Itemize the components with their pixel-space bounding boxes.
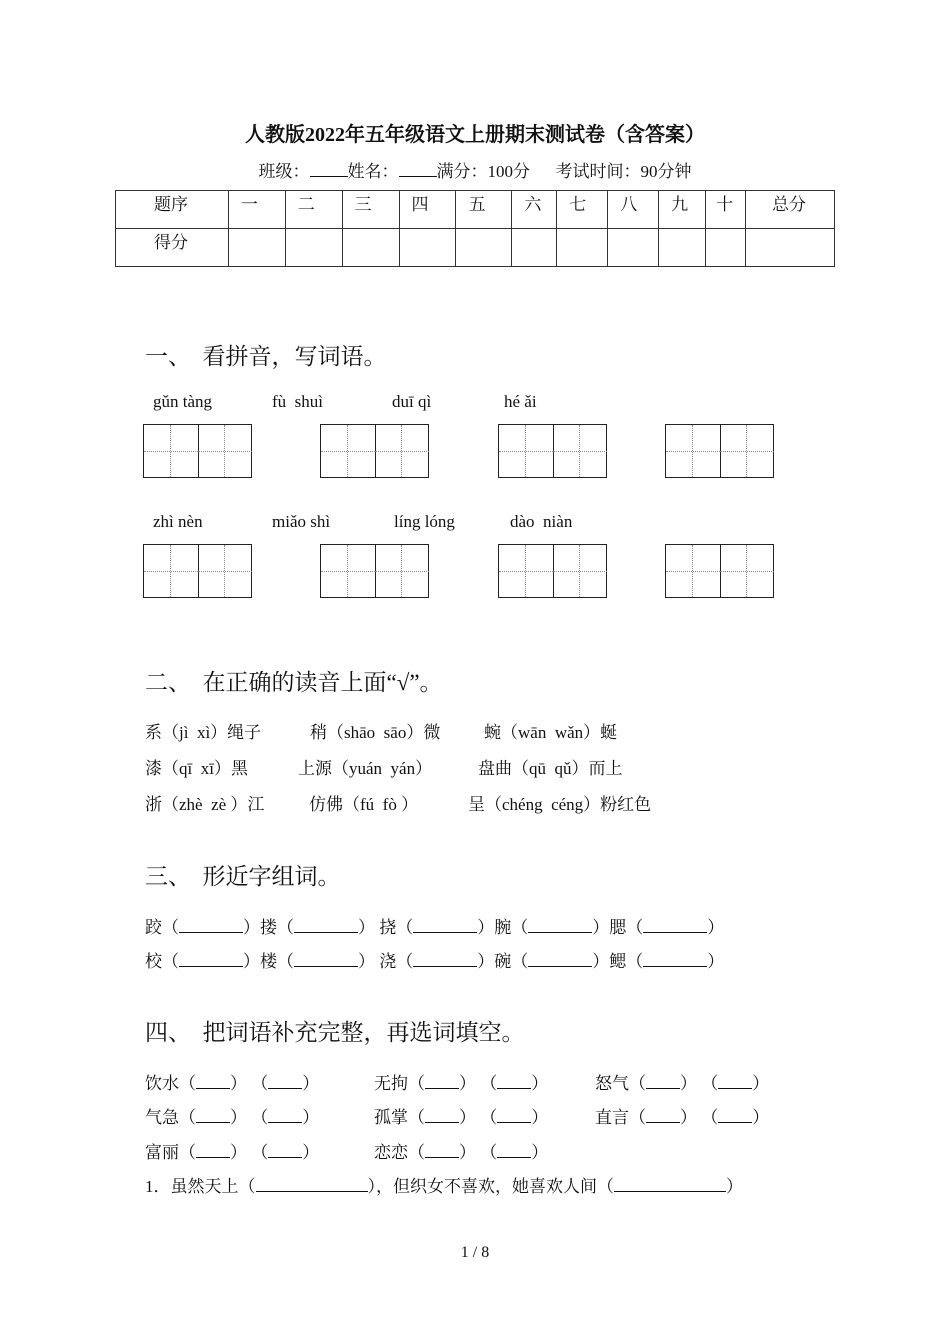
reading-item[interactable]: 蜿（wān wǎn）蜒 <box>484 723 618 742</box>
name-blank[interactable] <box>399 162 437 177</box>
idiom-start: 直言 <box>595 1108 629 1127</box>
answer-blank[interactable] <box>256 1177 368 1192</box>
answer-blank[interactable] <box>425 1143 459 1158</box>
answer-blank[interactable] <box>413 952 477 967</box>
idiom-start: 富丽 <box>145 1143 179 1162</box>
pinyin-label: líng lóng <box>394 512 455 531</box>
exam-info-line <box>0 157 950 182</box>
reading-item[interactable]: 盘曲（qū qǔ）而上 <box>478 759 623 778</box>
score-cell[interactable] <box>456 229 512 267</box>
answer-blank[interactable] <box>425 1074 459 1089</box>
score-table <box>115 190 835 267</box>
answer-blank[interactable] <box>268 1108 302 1123</box>
char: 搂 <box>260 918 277 937</box>
section-1-heading: 一、 看拼音，写词语。 <box>145 344 387 369</box>
idiom-start: 无拘 <box>374 1074 408 1093</box>
answer-blank[interactable] <box>497 1074 531 1089</box>
table-cell: 二 <box>285 191 342 229</box>
idiom-start: 饮水 <box>145 1074 179 1093</box>
score-cell[interactable] <box>746 229 835 267</box>
table-cell: 得分 <box>116 229 229 267</box>
answer-blank[interactable] <box>497 1108 531 1123</box>
question-text: ） <box>726 1177 743 1196</box>
reading-item[interactable]: 浙（zhè zè ）江 <box>145 795 265 814</box>
word-group-row: 校（ ）楼（ ） 浇（ ）碗（ ）鳃（ ） <box>145 952 725 971</box>
answer-blank[interactable] <box>425 1108 459 1123</box>
answer-blank[interactable] <box>614 1177 726 1192</box>
page-number: 1 / 8 <box>460 1244 490 1261</box>
table-cell: 总分 <box>746 191 835 229</box>
table-cell: 题序 <box>116 191 229 229</box>
answer-blank[interactable] <box>528 952 592 967</box>
answer-blank[interactable] <box>196 1143 230 1158</box>
idiom-item: 饮水（ ） （ ） <box>145 1074 320 1093</box>
score-label: 满分：100分 <box>436 162 530 181</box>
idiom-item: 无拘（ ） （ ） <box>374 1074 549 1093</box>
score-cell[interactable] <box>512 229 557 267</box>
answer-blank[interactable] <box>497 1143 531 1158</box>
char: 腕 <box>494 918 512 937</box>
reading-item[interactable]: 呈（chéng céng）粉红色 <box>468 795 652 814</box>
pinyin-label: hé ǎi <box>504 392 537 411</box>
writing-grid[interactable] <box>143 544 252 598</box>
word-group-row: 跤（ ）搂（ ） 挠（ ）腕（ ）腮（ ） <box>145 918 725 937</box>
char: 腮 <box>609 918 627 937</box>
reading-item[interactable]: 系（jì xì）绳子 <box>145 723 262 742</box>
section-4-heading: 四、 把词语补充完整，再选词填空。 <box>145 1020 525 1045</box>
writing-grid[interactable] <box>498 544 607 598</box>
pinyin-label: miǎo shì <box>272 512 331 531</box>
answer-blank[interactable] <box>268 1143 302 1158</box>
answer-blank[interactable] <box>196 1074 230 1089</box>
answer-blank[interactable] <box>718 1074 752 1089</box>
answer-blank[interactable] <box>268 1074 302 1089</box>
pinyin-label: dào niàn <box>510 512 573 531</box>
pinyin-label: gǔn tàng <box>153 392 213 411</box>
pinyin-label: fù shuì <box>272 392 323 411</box>
table-cell: 五 <box>456 191 512 229</box>
idiom-start: 气急 <box>145 1108 179 1127</box>
answer-blank[interactable] <box>196 1108 230 1123</box>
score-cell[interactable] <box>285 229 342 267</box>
answer-blank[interactable] <box>643 918 707 933</box>
idiom-start: 怒气 <box>595 1074 629 1093</box>
char: 挠 <box>379 918 397 937</box>
answer-blank[interactable] <box>718 1108 752 1123</box>
writing-grid[interactable] <box>498 424 607 478</box>
answer-blank[interactable] <box>179 952 243 967</box>
char: 鳃 <box>609 952 627 971</box>
table-cell: 九 <box>659 191 706 229</box>
score-table-score-row <box>116 229 835 267</box>
table-cell: 四 <box>399 191 456 229</box>
question-text: ），但织女不喜欢，她喜欢人间（ <box>367 1177 614 1196</box>
table-cell: 十 <box>706 191 746 229</box>
writing-grid[interactable] <box>320 424 429 478</box>
char: 跤 <box>145 918 162 937</box>
answer-blank[interactable] <box>646 1074 680 1089</box>
page-title: 人教版2022年五年级语文上册期末测试卷（含答案） <box>245 124 705 146</box>
score-cell[interactable] <box>659 229 706 267</box>
idiom-item: 孤掌（ ） （ ） <box>374 1108 549 1127</box>
idiom-item: 恋恋（ ） （ ） <box>374 1143 549 1162</box>
score-cell[interactable] <box>228 229 285 267</box>
char: 楼 <box>260 952 277 971</box>
score-cell[interactable] <box>608 229 659 267</box>
reading-item[interactable]: 稍（shāo sāo）微 <box>310 723 441 742</box>
time-label: 考试时间：90分钟 <box>555 162 692 181</box>
score-cell[interactable] <box>557 229 608 267</box>
score-cell[interactable] <box>399 229 456 267</box>
idiom-start: 孤掌 <box>374 1108 408 1127</box>
answer-blank[interactable] <box>294 918 358 933</box>
writing-grid[interactable] <box>143 424 252 478</box>
section-3-heading: 三、 形近字组词。 <box>145 864 341 889</box>
pinyin-label: zhì nèn <box>153 512 203 531</box>
class-blank[interactable] <box>310 162 348 177</box>
answer-blank[interactable] <box>179 918 243 933</box>
writing-grid[interactable] <box>320 544 429 598</box>
reading-item[interactable]: 仿佛（fú fò ） <box>309 795 419 814</box>
char: 碗 <box>494 952 512 971</box>
name-label: 姓名： <box>347 162 399 181</box>
writing-grid[interactable] <box>665 424 774 478</box>
answer-blank[interactable] <box>413 918 477 933</box>
answer-blank[interactable] <box>528 918 592 933</box>
writing-grid[interactable] <box>665 544 774 598</box>
score-table-header-row <box>116 191 835 229</box>
answer-blank[interactable] <box>294 952 358 967</box>
answer-blank[interactable] <box>646 1108 680 1123</box>
table-cell: 八 <box>608 191 659 229</box>
table-cell: 一 <box>228 191 285 229</box>
score-cell[interactable] <box>706 229 746 267</box>
pinyin-label: duī qì <box>392 392 432 411</box>
class-label: 班级： <box>258 162 310 181</box>
question-text: 1．虽然天上（ <box>145 1177 256 1196</box>
table-cell: 六 <box>512 191 557 229</box>
idiom-item: 富丽（ ） （ ） <box>145 1143 320 1162</box>
reading-item[interactable]: 漆（qī xī）黑 <box>145 759 248 778</box>
table-cell: 七 <box>557 191 608 229</box>
section-2-heading: 二、 在正确的读音上面“√”。 <box>145 670 443 695</box>
idiom-item: 直言（ ） （ ） <box>595 1108 770 1127</box>
score-cell[interactable] <box>342 229 399 267</box>
answer-blank[interactable] <box>643 952 707 967</box>
table-cell: 三 <box>342 191 399 229</box>
reading-item[interactable]: 上源（yuán yán） <box>298 759 433 778</box>
char: 浇 <box>379 952 397 971</box>
idiom-item: 怒气（ ） （ ） <box>595 1074 770 1093</box>
fill-question-1 <box>145 1172 743 1197</box>
idiom-item: 气急（ ） （ ） <box>145 1108 320 1127</box>
char: 校 <box>145 952 162 971</box>
idiom-start: 恋恋 <box>374 1143 408 1162</box>
